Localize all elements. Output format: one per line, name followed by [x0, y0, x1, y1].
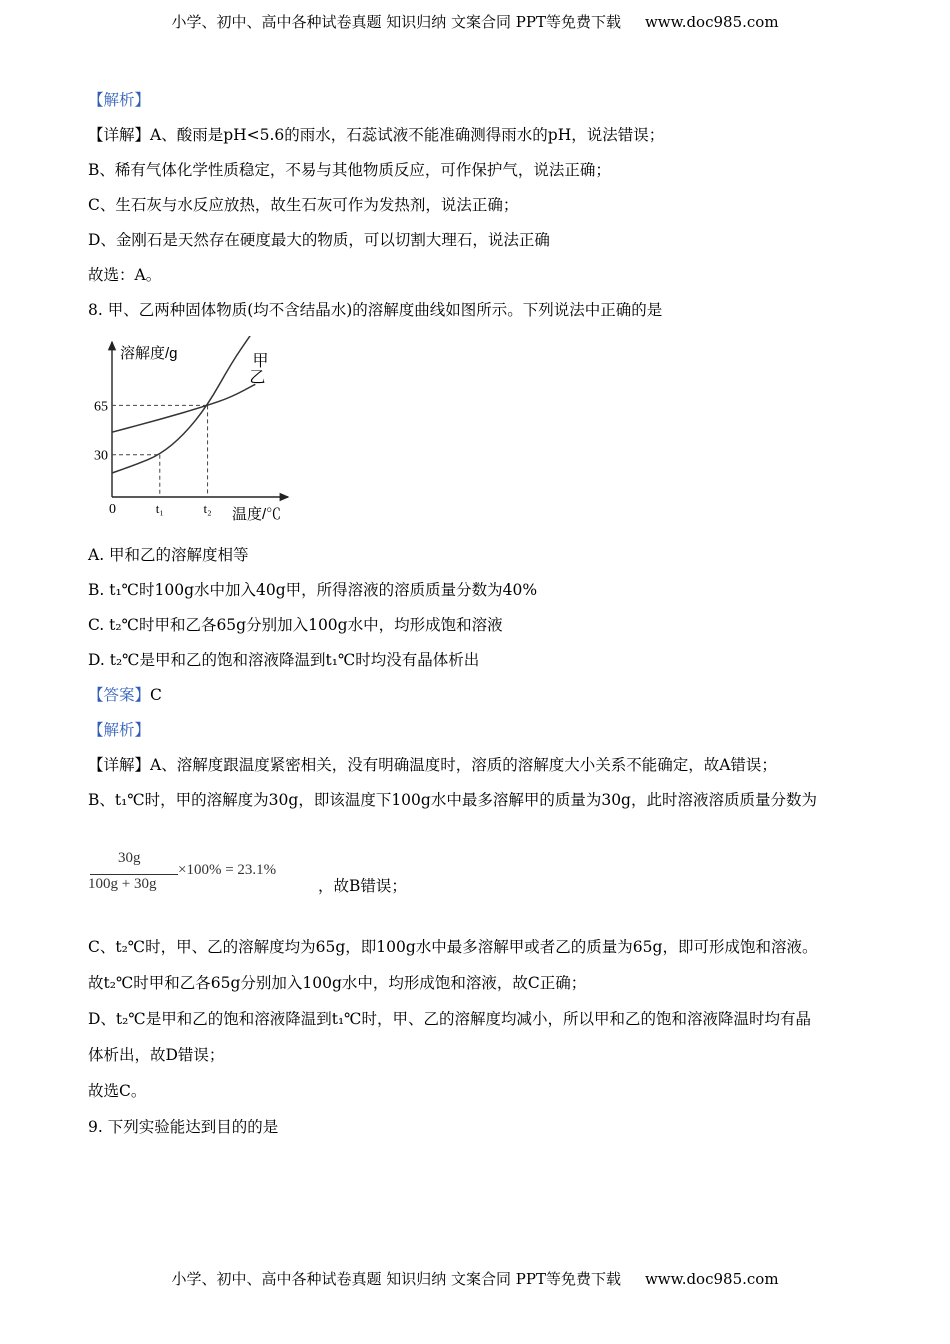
q7-detail-a: [88, 125, 664, 145]
q8-answer-line: [88, 685, 162, 705]
q7-line-b: B、稀有气体化学性质稳定，不易与其他物质反应，可作保护气，说法正确；: [88, 161, 611, 179]
series-label-2: 乙: [249, 369, 266, 387]
q8-option-c: C. t₂℃时甲和乙各65g分别加入100g水中，均形成饱和溶液: [88, 616, 503, 634]
footer-site[interactable]: www.doc985.com: [644, 1270, 779, 1288]
header-text: 小学、初中、高中各种试卷真题 知识归纳 文案合同 PPT等免费下载: [171, 13, 621, 31]
formula-denominator: 100g + 30g: [88, 876, 157, 892]
origin-label: 0: [109, 502, 116, 517]
page-header: [0, 12, 950, 32]
page-footer: [0, 1269, 950, 1289]
q8-option-d: D. t₂℃是甲和乙的饱和溶液降温到t₁℃时均没有晶体析出: [88, 651, 480, 669]
header-site[interactable]: www.doc985.com: [644, 13, 779, 31]
q8-detail-tag: 【详解】: [88, 756, 151, 774]
y-tick-label: 30: [94, 448, 108, 464]
formula-tail: ，故B错误；: [318, 877, 407, 895]
q8-detail-a: A、溶解度跟温度紧密相关，没有明确温度时，溶质的溶解度大小关系不能确定，故A错误；: [150, 756, 777, 774]
q8-detail-c2: 故t₂℃时甲和乙各65g分别加入100g水中，均形成饱和溶液，故C正确；: [88, 974, 587, 992]
x-tick-label: t₁: [155, 501, 164, 516]
q8-detail-d2: 体析出，故D错误；: [88, 1046, 225, 1064]
q7-detail-tag: 【详解】: [88, 126, 151, 144]
q8-stem: 8. 甲、乙两种固体物质(均不含结晶水)的溶解度曲线如图所示。下列说法中正确的是: [88, 301, 663, 319]
q8-detail-b: B、t₁℃时，甲的溶解度为30g，即该温度下100g水中最多溶解甲的质量为30g，此时溶液溶质质量分数为: [88, 791, 817, 809]
q8-choose: 故选C。: [88, 1082, 147, 1100]
x-axis-label: 温度/℃: [232, 506, 282, 523]
q8-analysis-tag: 【解析】: [88, 721, 151, 739]
solubility-chart: [90, 336, 310, 528]
formula-numerator: 30g: [118, 850, 141, 866]
q8-detail-a-line: [88, 755, 777, 775]
q7-choose: 故选：A。: [88, 266, 162, 284]
q8-detail-d1: D、t₂℃是甲和乙的饱和溶液降温到t₁℃时，甲、乙的溶解度均减小，所以甲和乙的饱和溶液降温时均有晶: [88, 1010, 811, 1028]
q8-option-a: A. 甲和乙的溶解度相等: [88, 546, 249, 564]
series-curve-2: [112, 384, 255, 432]
footer-text: 小学、初中、高中各种试卷真题 知识归纳 文案合同 PPT等免费下载: [171, 1270, 621, 1288]
y-axis-label: 溶解度/g: [120, 345, 178, 362]
formula-result: ×100% = 23.1%: [178, 862, 277, 878]
formula: [88, 848, 308, 900]
x-tick-label: t₂: [203, 501, 212, 516]
q7-line-c: C、生石灰与水反应放热，故生石灰可作为发热剂，说法正确；: [88, 196, 519, 214]
q7-line-d: D、金刚石是天然存在硬度最大的物质，可以切割大理石，说法正确: [88, 231, 550, 249]
y-tick-label: 65: [94, 399, 108, 415]
q8-answer: C: [150, 686, 162, 704]
q8-answer-tag: 【答案】: [88, 686, 151, 704]
formula-bar: [90, 874, 178, 875]
q7-analysis-tag: 【解析】: [88, 91, 151, 109]
q7-line-a: A、酸雨是pH<5.6的雨水，石蕊试液不能准确测得雨水的pH，说法错误；: [150, 126, 665, 144]
q8-option-b: B. t₁℃时100g水中加入40g甲，所得溶液的溶质质量分数为40%: [88, 581, 538, 599]
q8-detail-c1: C、t₂℃时，甲、乙的溶解度均为65g，即100g水中最多溶解甲或者乙的质量为65g，即可形成饱和溶液。: [88, 938, 818, 956]
series-label-1: 甲: [252, 353, 269, 370]
q9-stem: 9. 下列实验能达到目的的是: [88, 1118, 279, 1136]
